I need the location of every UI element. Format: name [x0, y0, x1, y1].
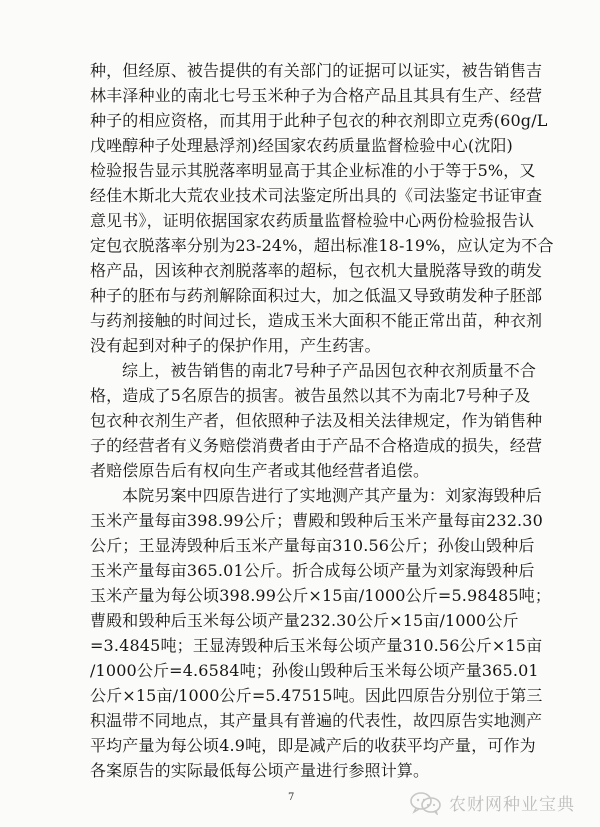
text-line: 经佳木斯北大荒农业技术司法鉴定所出具的《司法鉴定书证审查 — [90, 186, 543, 205]
text-line: 林丰泽种业的南北七号玉米种子为合格产品且其具有生产、经营 — [90, 86, 543, 105]
text-line: 种子的相应资格，而其用于此种子包衣的种衣剂即立克秀(60g/L — [90, 111, 548, 130]
wechat-watermark — [409, 790, 575, 815]
text-line: 公斤；王显涛毁种后玉米产量每亩310.56公斤；孙俊山毁种后 — [90, 536, 535, 555]
text-line: 积温带不同地点，其产量具有普遍的代表性，故四原告实地测产 — [90, 711, 543, 730]
document-body — [90, 58, 560, 783]
paragraph-start-line: 本院另案中四原告进行了实地测产其产量为：刘家海毁种后 — [122, 486, 542, 505]
text-line: =3.4845吨；王显涛毁种后玉米每公顷产量310.56公斤×15亩 — [90, 636, 543, 655]
text-line: 者赔偿原告后有权向生产者或其他经营者追偿。 — [90, 461, 430, 480]
text-line: 包衣种衣剂生产者，但依照种子法及相关法律规定，作为销售种 — [90, 411, 543, 430]
page-number: 7 — [288, 792, 295, 803]
text-line: 戊唑醇种子处理悬浮剂)经国家农药质量监督检验中心(沈阳) — [90, 136, 513, 155]
watermark-text: 农财网种业宝典 — [449, 795, 575, 815]
text-line: 检验报告显示其脱落率明显高于其企业标准的小于等于5%，又 — [90, 161, 536, 180]
text-line: 公斤×15亩/1000公斤=5.47515吨。因此四原告分别位于第三 — [90, 686, 543, 705]
text-line: 种子的胚布与药剂解除面积过大，加之低温又导致萌发种子胚部 — [90, 286, 543, 305]
text-line: 曹殿和毁种后玉米每公顷产量232.30公斤×15亩/1000公斤 — [90, 611, 519, 630]
text-line: 没有起到对种子的保护作用，产生药害。 — [90, 336, 381, 355]
text-line: 平均产量为每公顷4.9吨，即是减产后的收获平均产量，可作为 — [90, 736, 536, 755]
text-line: 与药剂接触的时间过长，造成玉米大面积不能正常出苗，种衣剂 — [90, 311, 543, 330]
text-line: 格产品，因该种衣剂脱落率的超标，包衣机大量脱落导致的萌发 — [90, 261, 543, 280]
text-line: 玉米产量为每公顷398.99公斤×15亩/1000公斤=5.98485吨； — [90, 586, 551, 605]
text-line: 子的经营者有义务赔偿消费者由于产品不合格造成的损失，经营 — [90, 436, 543, 455]
text-line: 种，但经原、被告提供的有关部门的证据可以证实，被告销售吉 — [90, 61, 543, 80]
wechat-icon — [409, 791, 443, 815]
text-line: 各案原告的实际最低每公顷产量进行参照计算。 — [90, 761, 430, 780]
text-line: 玉米产量每亩365.01公斤。折合成每公顷产量为刘家海毁种后 — [90, 561, 535, 580]
text-line: 格，造成了5名原告的损害。被告虽然以其不为南北7号种子及 — [90, 386, 531, 405]
text-line: 玉米产量每亩398.99公斤；曹殿和毁种后玉米产量每亩232.30 — [90, 511, 543, 530]
text-line: /1000公斤=4.6584吨；孙俊山毁种后玉米每公顷产量365.01 — [90, 661, 539, 680]
text-line: 定包衣脱落率分别为23-24%，超出标准18-19%，应认定为不合 — [90, 236, 554, 255]
text-line: 意见书》，证明依据国家农药质量监督检验中心两份检验报告认 — [90, 211, 535, 230]
paragraph-start-line: 综上，被告销售的南北7号种子产品因包衣种衣剂质量不合 — [122, 361, 537, 380]
